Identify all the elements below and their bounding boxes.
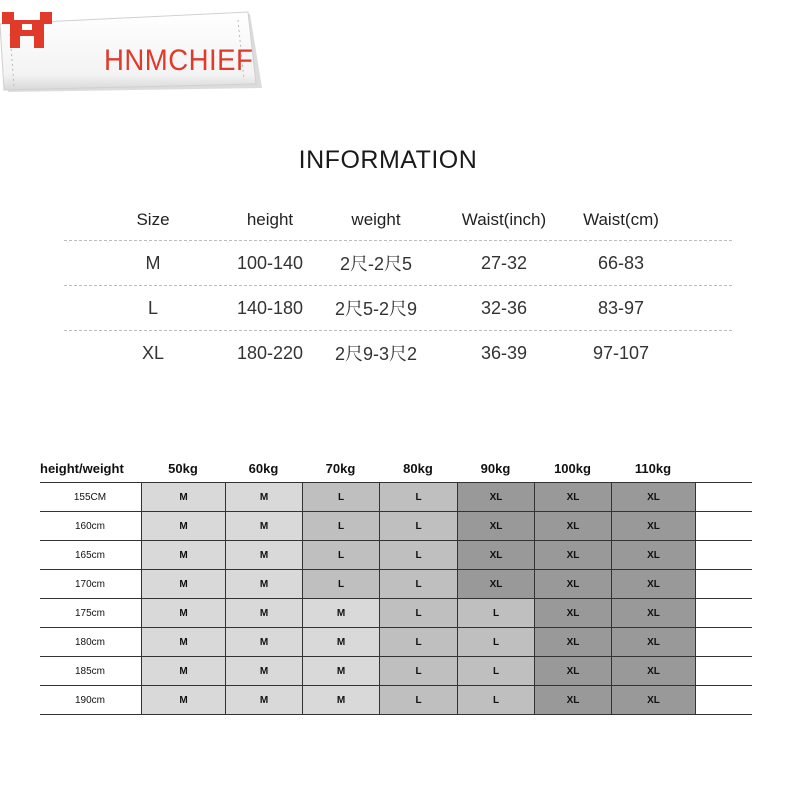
size-grid-cell: L (457, 686, 534, 714)
size-grid-row (40, 483, 752, 512)
info-cell: 100-140 (236, 252, 304, 273)
size-grid-weight-header: 100kg (554, 460, 591, 476)
size-grid-divider (695, 628, 696, 656)
size-grid-header (40, 454, 752, 482)
brand-tag (0, 10, 262, 92)
size-grid-cell: XL (611, 686, 695, 714)
size-grid-cell: XL (457, 541, 534, 569)
size-grid-cell: XL (457, 483, 534, 511)
bull-head-logo-icon (0, 10, 54, 50)
size-grid-cell: L (302, 541, 379, 569)
size-grid-cell: L (302, 512, 379, 540)
size-grid-divider (695, 599, 696, 627)
size-grid-corner-label: height/weight (40, 460, 124, 476)
size-grid-height-label: 155CM (73, 491, 107, 503)
size-grid-row (40, 599, 752, 628)
size-grid-cell: XL (534, 541, 611, 569)
size-grid-cell: M (141, 512, 225, 540)
size-grid-cell: M (302, 657, 379, 685)
info-header-size: Size (136, 210, 170, 229)
size-grid-cell: M (225, 628, 302, 656)
size-grid-cell: L (379, 541, 457, 569)
info-cell: M (145, 252, 161, 273)
info-header-waist-inch: Waist(inch) (461, 210, 547, 229)
info-header-waist-cm: Waist(cm) (583, 210, 659, 229)
size-grid-cell: M (141, 483, 225, 511)
size-grid-cell: M (141, 599, 225, 627)
info-cell: 66-83 (597, 252, 645, 273)
info-table (64, 200, 732, 375)
size-grid-weight-header: 60kg (248, 460, 279, 476)
size-grid-divider (695, 541, 696, 569)
size-grid-cell: XL (457, 512, 534, 540)
size-grid-row (40, 657, 752, 686)
size-grid-cell: M (141, 570, 225, 598)
info-cell: 83-97 (597, 297, 645, 318)
size-grid-cell: L (379, 628, 457, 656)
size-grid-cell: M (225, 512, 302, 540)
size-grid-weight-header: 70kg (325, 460, 356, 476)
size-grid-cell: M (225, 570, 302, 598)
size-grid-cell: M (141, 657, 225, 685)
size-grid-divider (695, 686, 696, 714)
size-grid-cell: XL (611, 512, 695, 540)
size-grid-body (40, 482, 752, 715)
size-grid-cell: M (141, 541, 225, 569)
size-grid-cell: XL (534, 599, 611, 627)
size-grid-cell: XL (611, 657, 695, 685)
size-grid-height-label: 190cm (74, 694, 105, 706)
size-grid-row (40, 686, 752, 715)
size-grid-cell: L (379, 570, 457, 598)
size-grid-cell: M (302, 686, 379, 714)
size-grid-cell: M (141, 686, 225, 714)
size-grid-height-label: 160cm (74, 520, 105, 532)
info-row (64, 241, 732, 286)
size-grid-height-label: 175cm (74, 607, 105, 619)
brand-name: HNMCHIEF (104, 44, 254, 77)
size-grid-cell: L (302, 483, 379, 511)
size-grid-weight-header: 90kg (480, 460, 511, 476)
size-grid-cell: XL (611, 483, 695, 511)
info-cell: 32-36 (480, 297, 528, 318)
size-grid-cell: L (379, 686, 457, 714)
size-grid-cell: XL (611, 628, 695, 656)
info-cell: 2尺9-3尺2 (334, 344, 418, 364)
size-grid-weight-header: 110kg (634, 460, 672, 476)
info-title: INFORMATION (298, 146, 478, 174)
size-grid-cell: XL (611, 570, 695, 598)
size-grid-cell: XL (611, 599, 695, 627)
info-cell: 2尺5-2尺9 (334, 299, 418, 319)
size-grid-divider (695, 570, 696, 598)
size-grid-divider (695, 483, 696, 511)
info-header-height: height (246, 210, 294, 229)
size-grid-height-label: 165cm (74, 549, 105, 561)
size-grid-cell: M (302, 628, 379, 656)
size-grid-row (40, 570, 752, 599)
size-grid-cell: XL (534, 512, 611, 540)
size-grid-divider (695, 657, 696, 685)
info-cell: XL (141, 342, 165, 363)
info-row (64, 331, 732, 375)
size-grid-cell: M (141, 628, 225, 656)
info-cell: 36-39 (480, 342, 528, 363)
size-grid-cell: XL (457, 570, 534, 598)
size-grid-height-label: 170cm (74, 578, 105, 590)
size-grid-cell: L (379, 599, 457, 627)
size-grid-cell: L (302, 570, 379, 598)
size-grid-row (40, 512, 752, 541)
size-grid-cell: L (379, 657, 457, 685)
info-header-weight: weight (351, 210, 401, 229)
size-grid-row (40, 628, 752, 657)
size-grid-cell: M (302, 599, 379, 627)
info-cell: 2尺-2尺5 (339, 254, 413, 274)
size-grid-height-label: 180cm (74, 636, 105, 648)
size-grid-cell: L (457, 628, 534, 656)
size-grid-cell: M (225, 657, 302, 685)
size-grid-cell: M (225, 541, 302, 569)
info-cell: 180-220 (236, 342, 304, 363)
size-grid-row (40, 541, 752, 570)
info-row (64, 286, 732, 331)
size-grid-cell: XL (534, 686, 611, 714)
size-grid-cell: XL (534, 628, 611, 656)
info-cell: 97-107 (592, 342, 650, 363)
info-cell: 27-32 (480, 252, 528, 273)
info-header-row (64, 200, 732, 241)
info-cell: L (147, 297, 158, 318)
size-grid-cell: M (225, 686, 302, 714)
size-grid-cell: L (457, 599, 534, 627)
size-grid-cell: L (457, 657, 534, 685)
size-grid-divider (695, 512, 696, 540)
size-grid-cell: M (225, 483, 302, 511)
info-cell: 140-180 (236, 297, 304, 318)
size-grid-cell: L (379, 483, 457, 511)
size-grid-weight-header: 50kg (168, 460, 198, 476)
size-grid (40, 454, 752, 715)
size-grid-cell: L (379, 512, 457, 540)
size-grid-cell: XL (534, 483, 611, 511)
size-grid-cell: XL (534, 657, 611, 685)
size-grid-cell: M (225, 599, 302, 627)
size-grid-cell: XL (534, 570, 611, 598)
size-grid-weight-header: 80kg (403, 460, 433, 476)
size-grid-cell: XL (611, 541, 695, 569)
size-grid-height-label: 185cm (74, 665, 105, 677)
